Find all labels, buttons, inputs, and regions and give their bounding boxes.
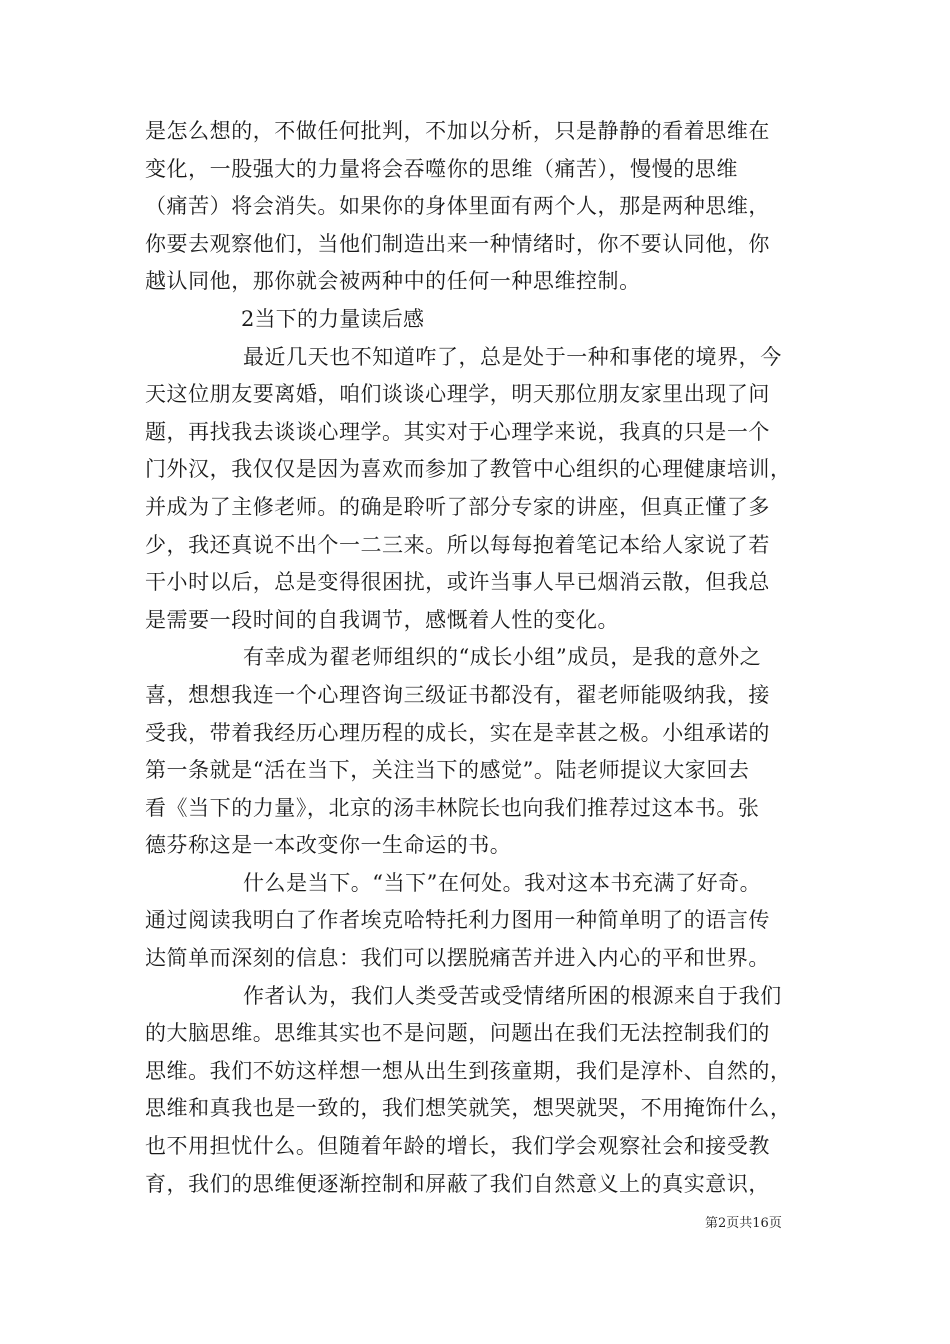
text-line: 喜，想想我连一个心理咨询三级证书都没有，翟老师能吸纳我，接 [145,682,770,707]
text-line: 的大脑思维。思维其实也不是问题，问题出在我们无法控制我们的 [145,1021,770,1046]
text-line: 是需要一段时间的自我调节，感慨着人性的变化。 [145,607,620,632]
text-line: 思维和真我也是一致的，我们想笑就笑，想哭就哭，不用掩饰什么， [145,1096,792,1121]
text-line: （痛苦）将会消失。如果你的身体里面有两个人，那是两种思维， [145,194,770,219]
paragraph-first-line: 最近几天也不知道咋了，总是处于一种和事佬的境界，今 [243,344,782,369]
text-line: 题，再找我去谈谈心理学。其实对于心理学来说，我真的只是一个 [145,419,770,444]
paragraph-first-line: 有幸成为翟老师组织的“成长小组”成员，是我的意外之 [243,645,762,670]
paragraph-first-line: 什么是当下。“当下”在何处。我对这本书充满了好奇。 [243,870,762,895]
text-line: 越认同他，那你就会被两种中的任何一种思维控制。 [145,269,641,294]
body-text [145,113,810,1203]
text-line: 受我，带着我经历心理历程的成长，实在是幸甚之极。小组承诺的 [145,720,770,745]
text-line: 达简单而深刻的信息：我们可以摆脱痛苦并进入内心的平和世界。 [145,946,770,971]
text-line: 门外汉，我仅仅是因为喜欢而参加了教管中心组织的心理健康培训， [145,457,792,482]
text-line: 育，我们的思维便逐渐控制和屏蔽了我们自然意义上的真实意识， [145,1171,770,1196]
text-line: 并成为了主修老师。的确是聆听了部分专家的讲座，但真正懂了多 [145,494,770,519]
text-line: 看《当下的力量》，北京的汤丰林院长也向我们推荐过这本书。张 [145,795,760,820]
text-line: 干小时以后，总是变得很困扰，或许当事人早已烟消云散，但我总 [145,570,770,595]
text-line: 你要去观察他们，当他们制造出来一种情绪时，你不要认同他，你 [145,231,770,256]
text-line: 变化，一股强大的力量将会吞噬你的思维（痛苦），慢慢的思维 [145,156,738,181]
paragraph-first-line: 作者认为，我们人类受苦或受情绪所困的根源来自于我们 [243,983,782,1008]
text-line: 德芬称这是一本改变你一生命运的书。 [145,833,512,858]
text-line: 也不用担忧什么。但随着年龄的增长，我们学会观察社会和接受教 [145,1134,770,1159]
text-line: 通过阅读我明白了作者埃克哈特托利力图用一种简单明了的语言传 [145,908,770,933]
section-heading: 2当下的力量读后感 [241,306,425,331]
text-line: 第一条就是“活在当下，关注当下的感觉”。陆老师提议大家回去 [145,758,750,783]
text-line: 思维。我们不妨这样想一想从出生到孩童期，我们是淳朴、自然的， [145,1058,792,1083]
text-line: 是怎么想的，不做任何批判，不加以分析，只是静静的看着思维在 [145,119,770,143]
text-line: 少，我还真说不出个一二三来。所以每每抱着笔记本给人家说了若 [145,532,770,557]
text-line: 天这位朋友要离婚，咱们谈谈心理学，明天那位朋友家里出现了问 [145,382,770,407]
page-number-footer: 第2页共16页 [705,1216,782,1231]
